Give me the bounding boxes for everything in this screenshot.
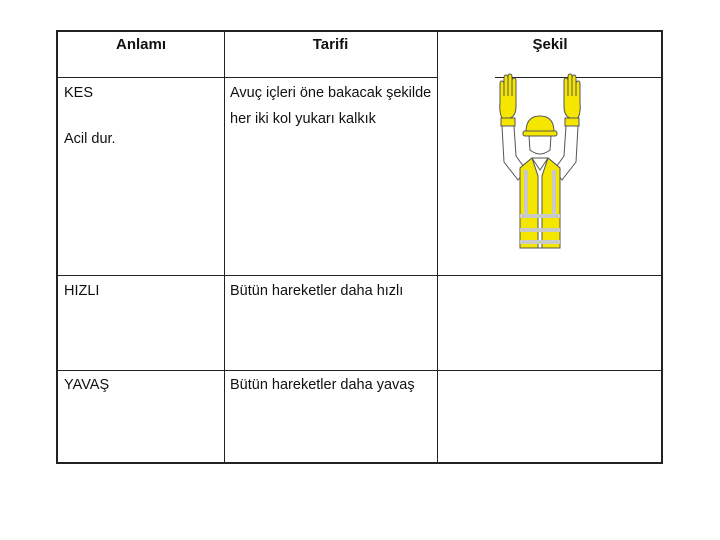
- row-meaning: KES: [64, 85, 94, 101]
- column-divider: [224, 32, 225, 462]
- row-meaning: HIZLI: [64, 283, 100, 299]
- row-description: Bütün hareketler daha hızlı: [230, 283, 404, 299]
- row-meaning-note: Acil dur.: [64, 131, 116, 147]
- row-meaning: YAVAŞ: [64, 377, 110, 393]
- row-description: Avuç içleri öne bakacak şekilde: [230, 85, 432, 101]
- row-divider: [58, 370, 661, 371]
- column-divider: [437, 32, 438, 462]
- row-divider: [224, 77, 437, 78]
- worker-both-arms-raised-icon: [486, 72, 590, 254]
- signal-table: [56, 30, 663, 464]
- header-meaning: Anlamı: [115, 36, 166, 53]
- header-description: Tarifi: [312, 36, 349, 53]
- header-figure: Şekil: [532, 36, 568, 53]
- row-description: Bütün hareketler daha yavaş: [230, 377, 415, 393]
- row-divider: [58, 275, 661, 276]
- row-divider: [58, 77, 224, 78]
- row-description: her iki kol yukarı kalkık: [230, 111, 376, 127]
